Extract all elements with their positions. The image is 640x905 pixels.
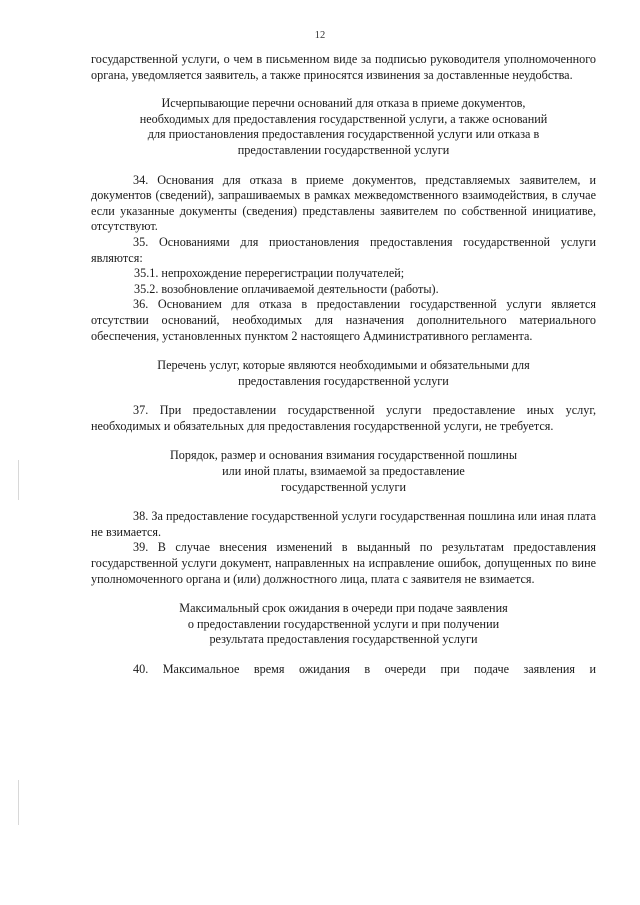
heading-line: государственной услуги: [280, 479, 407, 494]
scan-margin-line: [18, 780, 19, 825]
paragraph-35: 35. Основаниями для приостановления предоставления государственной услуги являются:: [91, 234, 596, 265]
scan-margin-line: [18, 460, 19, 500]
heading-line: необходимых для предоставления государственной услуги, а также оснований: [139, 111, 548, 126]
heading-line: о предоставлении государственной услуги и при получении: [187, 616, 500, 631]
paragraph-35-1: 35.1. непрохождение перерегистрации получателей;: [134, 266, 405, 281]
heading-line: Максимальный срок ожидания в очереди при подаче заявления: [179, 601, 508, 616]
document-body: [91, 52, 596, 678]
heading-line: предоставлении государственной услуги: [237, 142, 450, 157]
paragraph-34: 34. Основания для отказа в приеме документов, представляемых заявителем, и документов (сведений), запрашиваемых в рамках межведомственного взаимодействия, в случае если указанные документы (сведения) представлены заявителем по собственной инициативе, отсутствуют.: [91, 172, 596, 234]
section-heading-state-fee: [91, 448, 596, 495]
heading-line: Порядок, размер и основания взимания государственной пошлины: [169, 448, 518, 463]
paragraph-38: 38. За предоставление государственной услуги государственная пошлина или иная плата не взимается.: [91, 509, 596, 539]
paragraph-35-2: 35.2. возобновление оплачиваемой деятельности (работы).: [134, 281, 439, 296]
paragraph-continuation: государственной услуги, о чем в письменном виде за подписью руководителя уполномоченного органа, уведомляется заявитель, а также приносятся извинения за доставленные неудобства.: [91, 52, 596, 82]
paragraph-40: 40. Максимальное время ожидания в очереди при подаче заявления и: [133, 662, 596, 676]
section-heading-refusal-grounds: [91, 96, 596, 158]
heading-line: результата предоставления государственной услуги: [209, 632, 478, 647]
paragraph-39: 39. В случае внесения изменений в выданный по результатам предоставления государственной услуги документ, направленных на исправление ошибок, допущенных по вине уполномоченного органа и (или) должностного лица, плата с заявителя не взимается.: [91, 540, 596, 586]
page-number: 12: [314, 30, 326, 41]
heading-line: или иной платы, взимаемой за предоставление: [222, 464, 465, 479]
heading-line: Исчерпывающие перечни оснований для отказа в приеме документов,: [161, 96, 526, 111]
heading-line: Перечень услуг, которые являются необходимыми и обязательными для: [157, 358, 530, 373]
heading-line: для приостановления предоставления государственной услуги или отказа в: [147, 127, 540, 142]
section-heading-required-services: [91, 358, 596, 389]
paragraph-37: 37. При предоставлении государственной услуги предоставление иных услуг, необходимых и обязательных для предоставления государственной услуги, не требуется.: [91, 403, 596, 433]
heading-line: предоставления государственной услуги: [238, 373, 449, 388]
paragraph-36: 36. Основанием для отказа в предоставлении государственной услуги является отсутствии оснований, необходимых для назначения дополнительного материального обеспечения, установленных пунктом 2 настоящего Административного регламента.: [91, 297, 596, 343]
section-heading-queue-time: [91, 601, 596, 648]
